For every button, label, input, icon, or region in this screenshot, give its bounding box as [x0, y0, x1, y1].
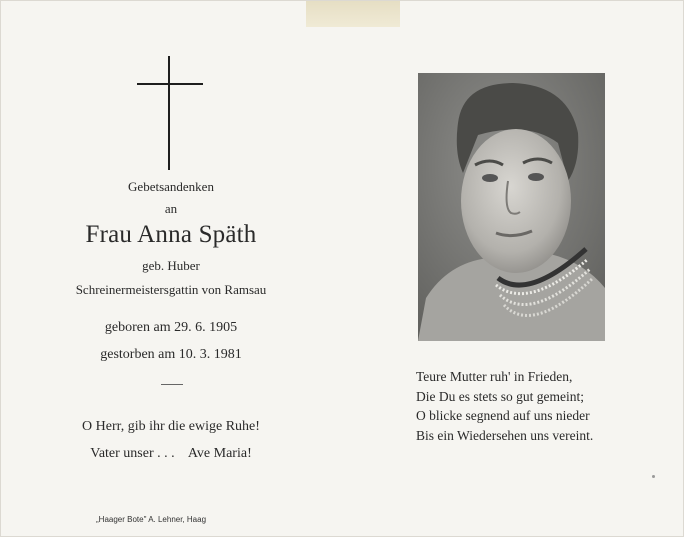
deceased-name: Frau Anna Späth [85, 221, 257, 248]
portrait-photo [418, 73, 605, 341]
tape-strip [306, 1, 400, 27]
prayer-line-2: Vater unser . . . Ave Maria! [90, 446, 252, 461]
divider [161, 384, 183, 385]
poem-line: Teure Mutter ruh' in Frieden, [416, 369, 573, 384]
poem-line: O blicke segnend auf uns nieder [416, 408, 590, 423]
paper-spot [652, 475, 655, 478]
printer-imprint: „Haager Bote" A. Lehner, Haag [96, 515, 207, 524]
cross-icon [137, 56, 203, 170]
poem-line: Bis ein Wiedersehen uns vereint. [416, 427, 594, 443]
poem-line: Die Du es stets so gut gemeint; [416, 388, 584, 404]
occupation: Schreinermeistersgattin von Ramsau [75, 282, 267, 297]
death-date: gestorben am 10. 3. 1981 [100, 347, 242, 362]
maiden-name: geb. Huber [142, 258, 200, 273]
preposition: an [164, 201, 178, 216]
poem [416, 367, 656, 445]
prayer-line-1: O Herr, gib ihr die ewige Ruhe! [82, 419, 260, 434]
birth-date: geboren am 29. 6. 1905 [104, 320, 238, 335]
heading: Gebetsandenken [128, 179, 214, 194]
